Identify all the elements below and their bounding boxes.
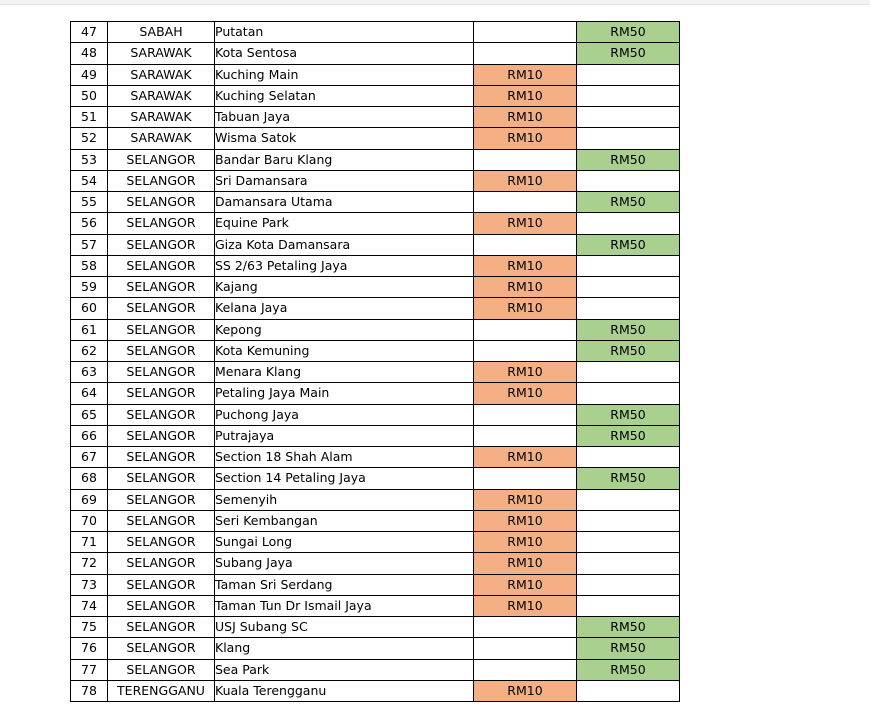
- rm10-cell: RM10: [474, 107, 577, 128]
- state-cell: SARAWAK: [108, 64, 215, 85]
- row-number: 56: [71, 213, 108, 234]
- rm50-cell: [577, 595, 680, 616]
- state-cell: SELANGOR: [108, 149, 215, 170]
- state-cell: SELANGOR: [108, 362, 215, 383]
- row-number: 60: [71, 298, 108, 319]
- table-row: [71, 192, 680, 213]
- branch-cell: Kepong: [215, 319, 474, 340]
- state-cell: SELANGOR: [108, 383, 215, 404]
- table-row: [71, 149, 680, 170]
- table-row: [71, 43, 680, 64]
- row-number: 72: [71, 553, 108, 574]
- rm10-cell: RM10: [474, 362, 577, 383]
- state-cell: SELANGOR: [108, 234, 215, 255]
- rm50-cell: [577, 447, 680, 468]
- state-cell: SELANGOR: [108, 277, 215, 298]
- rm50-cell: [577, 85, 680, 106]
- state-cell: SELANGOR: [108, 468, 215, 489]
- state-cell: SELANGOR: [108, 489, 215, 510]
- state-cell: SELANGOR: [108, 298, 215, 319]
- table-row: [71, 170, 680, 191]
- row-number: 70: [71, 510, 108, 531]
- branch-cell: Kuala Terengganu: [215, 680, 474, 701]
- rm10-cell: RM10: [474, 128, 577, 149]
- row-number: 73: [71, 574, 108, 595]
- state-cell: SELANGOR: [108, 638, 215, 659]
- table-row: [71, 362, 680, 383]
- table-row: [71, 680, 680, 701]
- rm10-cell: RM10: [474, 595, 577, 616]
- state-cell: SELANGOR: [108, 255, 215, 276]
- branch-cell: Giza Kota Damansara: [215, 234, 474, 255]
- row-number: 49: [71, 64, 108, 85]
- rm10-cell: RM10: [474, 64, 577, 85]
- row-number: 63: [71, 362, 108, 383]
- rm10-cell: [474, 43, 577, 64]
- row-number: 48: [71, 43, 108, 64]
- state-cell: SELANGOR: [108, 447, 215, 468]
- row-number: 62: [71, 340, 108, 361]
- rm10-cell: RM10: [474, 383, 577, 404]
- table-row: [71, 277, 680, 298]
- rm10-cell: RM10: [474, 298, 577, 319]
- table-row: [71, 85, 680, 106]
- state-cell: SARAWAK: [108, 128, 215, 149]
- table-row: [71, 638, 680, 659]
- row-number: 61: [71, 319, 108, 340]
- branch-cell: Sri Damansara: [215, 170, 474, 191]
- row-number: 67: [71, 447, 108, 468]
- table-row: [71, 447, 680, 468]
- state-cell: TERENGGANU: [108, 680, 215, 701]
- branch-cell: Subang Jaya: [215, 553, 474, 574]
- rm50-cell: RM50: [577, 638, 680, 659]
- rm50-cell: [577, 107, 680, 128]
- branch-cell: Menara Klang: [215, 362, 474, 383]
- rm50-cell: [577, 213, 680, 234]
- branch-table: [70, 21, 680, 702]
- state-cell: SELANGOR: [108, 404, 215, 425]
- row-number: 55: [71, 192, 108, 213]
- state-cell: SELANGOR: [108, 192, 215, 213]
- rm50-cell: RM50: [577, 659, 680, 680]
- branch-cell: Kuching Main: [215, 64, 474, 85]
- row-number: 54: [71, 170, 108, 191]
- rm10-cell: RM10: [474, 553, 577, 574]
- rm50-cell: RM50: [577, 340, 680, 361]
- state-cell: SELANGOR: [108, 659, 215, 680]
- branch-cell: Wisma Satok: [215, 128, 474, 149]
- state-cell: SARAWAK: [108, 85, 215, 106]
- branch-cell: Sea Park: [215, 659, 474, 680]
- state-cell: SELANGOR: [108, 340, 215, 361]
- rm10-cell: RM10: [474, 680, 577, 701]
- branch-cell: Puchong Jaya: [215, 404, 474, 425]
- row-number: 65: [71, 404, 108, 425]
- rm50-cell: RM50: [577, 149, 680, 170]
- rm50-cell: [577, 362, 680, 383]
- rm10-cell: [474, 659, 577, 680]
- branch-cell: Taman Tun Dr Ismail Jaya: [215, 595, 474, 616]
- rm50-cell: [577, 298, 680, 319]
- branch-cell: Putatan: [215, 22, 474, 43]
- branch-cell: Section 18 Shah Alam: [215, 447, 474, 468]
- row-number: 58: [71, 255, 108, 276]
- branch-cell: Taman Sri Serdang: [215, 574, 474, 595]
- rm10-cell: [474, 234, 577, 255]
- rm50-cell: [577, 383, 680, 404]
- branch-cell: Putrajaya: [215, 425, 474, 446]
- rm10-cell: [474, 404, 577, 425]
- rm10-cell: RM10: [474, 532, 577, 553]
- rm50-cell: [577, 64, 680, 85]
- row-number: 76: [71, 638, 108, 659]
- row-number: 74: [71, 595, 108, 616]
- rm50-cell: RM50: [577, 468, 680, 489]
- rm50-cell: [577, 553, 680, 574]
- row-number: 68: [71, 468, 108, 489]
- state-cell: SELANGOR: [108, 574, 215, 595]
- rm10-cell: [474, 340, 577, 361]
- table-row: [71, 404, 680, 425]
- table-row: [71, 64, 680, 85]
- rm10-cell: RM10: [474, 489, 577, 510]
- branch-cell: Seri Kembangan: [215, 510, 474, 531]
- rm10-cell: [474, 149, 577, 170]
- row-number: 50: [71, 85, 108, 106]
- row-number: 52: [71, 128, 108, 149]
- table-row: [71, 255, 680, 276]
- rm50-cell: RM50: [577, 617, 680, 638]
- rm50-cell: [577, 255, 680, 276]
- rm10-cell: [474, 22, 577, 43]
- rm10-cell: RM10: [474, 447, 577, 468]
- rm50-cell: RM50: [577, 425, 680, 446]
- row-number: 57: [71, 234, 108, 255]
- rm50-cell: [577, 532, 680, 553]
- table-row: [71, 617, 680, 638]
- state-cell: SELANGOR: [108, 553, 215, 574]
- branch-cell: Kajang: [215, 277, 474, 298]
- table-row: [71, 574, 680, 595]
- rm10-cell: [474, 468, 577, 489]
- row-number: 75: [71, 617, 108, 638]
- rm50-cell: RM50: [577, 22, 680, 43]
- rm50-cell: [577, 128, 680, 149]
- rm10-cell: RM10: [474, 510, 577, 531]
- state-cell: SELANGOR: [108, 595, 215, 616]
- rm10-cell: RM10: [474, 213, 577, 234]
- branch-cell: Petaling Jaya Main: [215, 383, 474, 404]
- table-row: [71, 234, 680, 255]
- state-cell: SELANGOR: [108, 425, 215, 446]
- row-number: 71: [71, 532, 108, 553]
- row-number: 59: [71, 277, 108, 298]
- row-number: 66: [71, 425, 108, 446]
- branch-cell: Kota Kemuning: [215, 340, 474, 361]
- table-row: [71, 510, 680, 531]
- table-row: [71, 468, 680, 489]
- state-cell: SABAH: [108, 22, 215, 43]
- branch-cell: Bandar Baru Klang: [215, 149, 474, 170]
- table-row: [71, 319, 680, 340]
- rm50-cell: RM50: [577, 234, 680, 255]
- branch-cell: Damansara Utama: [215, 192, 474, 213]
- rm50-cell: RM50: [577, 319, 680, 340]
- table-row: [71, 22, 680, 43]
- table-body: [71, 22, 680, 702]
- rm50-cell: RM50: [577, 43, 680, 64]
- branch-cell: SS 2/63 Petaling Jaya: [215, 255, 474, 276]
- row-number: 51: [71, 107, 108, 128]
- branch-cell: Sungai Long: [215, 532, 474, 553]
- row-number: 78: [71, 680, 108, 701]
- table-row: [71, 489, 680, 510]
- rm10-cell: RM10: [474, 574, 577, 595]
- rm50-cell: [577, 510, 680, 531]
- rm50-cell: [577, 489, 680, 510]
- state-cell: SELANGOR: [108, 510, 215, 531]
- rm50-cell: RM50: [577, 404, 680, 425]
- state-cell: SELANGOR: [108, 319, 215, 340]
- table-row: [71, 659, 680, 680]
- state-cell: SELANGOR: [108, 617, 215, 638]
- branch-cell: USJ Subang SC: [215, 617, 474, 638]
- state-cell: SELANGOR: [108, 532, 215, 553]
- branch-cell: Kelana Jaya: [215, 298, 474, 319]
- rm50-cell: [577, 680, 680, 701]
- branch-cell: Semenyih: [215, 489, 474, 510]
- table-row: [71, 340, 680, 361]
- rm10-cell: RM10: [474, 85, 577, 106]
- rm50-cell: RM50: [577, 192, 680, 213]
- table-row: [71, 532, 680, 553]
- branch-cell: Klang: [215, 638, 474, 659]
- row-number: 64: [71, 383, 108, 404]
- rm10-cell: [474, 617, 577, 638]
- rm50-cell: [577, 574, 680, 595]
- state-cell: SARAWAK: [108, 43, 215, 64]
- rm10-cell: RM10: [474, 170, 577, 191]
- table-row: [71, 128, 680, 149]
- row-number: 47: [71, 22, 108, 43]
- table-row: [71, 298, 680, 319]
- row-number: 53: [71, 149, 108, 170]
- branch-cell: Tabuan Jaya: [215, 107, 474, 128]
- branch-cell: Section 14 Petaling Jaya: [215, 468, 474, 489]
- branch-cell: Equine Park: [215, 213, 474, 234]
- rm10-cell: [474, 319, 577, 340]
- table-row: [71, 595, 680, 616]
- table-row: [71, 107, 680, 128]
- table-row: [71, 383, 680, 404]
- table-row: [71, 213, 680, 234]
- rm50-cell: [577, 170, 680, 191]
- table-row: [71, 425, 680, 446]
- rm10-cell: RM10: [474, 277, 577, 298]
- branch-cell: Kota Sentosa: [215, 43, 474, 64]
- rm50-cell: [577, 277, 680, 298]
- rm10-cell: [474, 638, 577, 659]
- table-row: [71, 553, 680, 574]
- row-number: 69: [71, 489, 108, 510]
- row-number: 77: [71, 659, 108, 680]
- branch-cell: Kuching Selatan: [215, 85, 474, 106]
- state-cell: SELANGOR: [108, 170, 215, 191]
- rm10-cell: [474, 425, 577, 446]
- state-cell: SELANGOR: [108, 213, 215, 234]
- state-cell: SARAWAK: [108, 107, 215, 128]
- rm10-cell: RM10: [474, 255, 577, 276]
- rm10-cell: [474, 192, 577, 213]
- page-top-edge: [0, 0, 870, 5]
